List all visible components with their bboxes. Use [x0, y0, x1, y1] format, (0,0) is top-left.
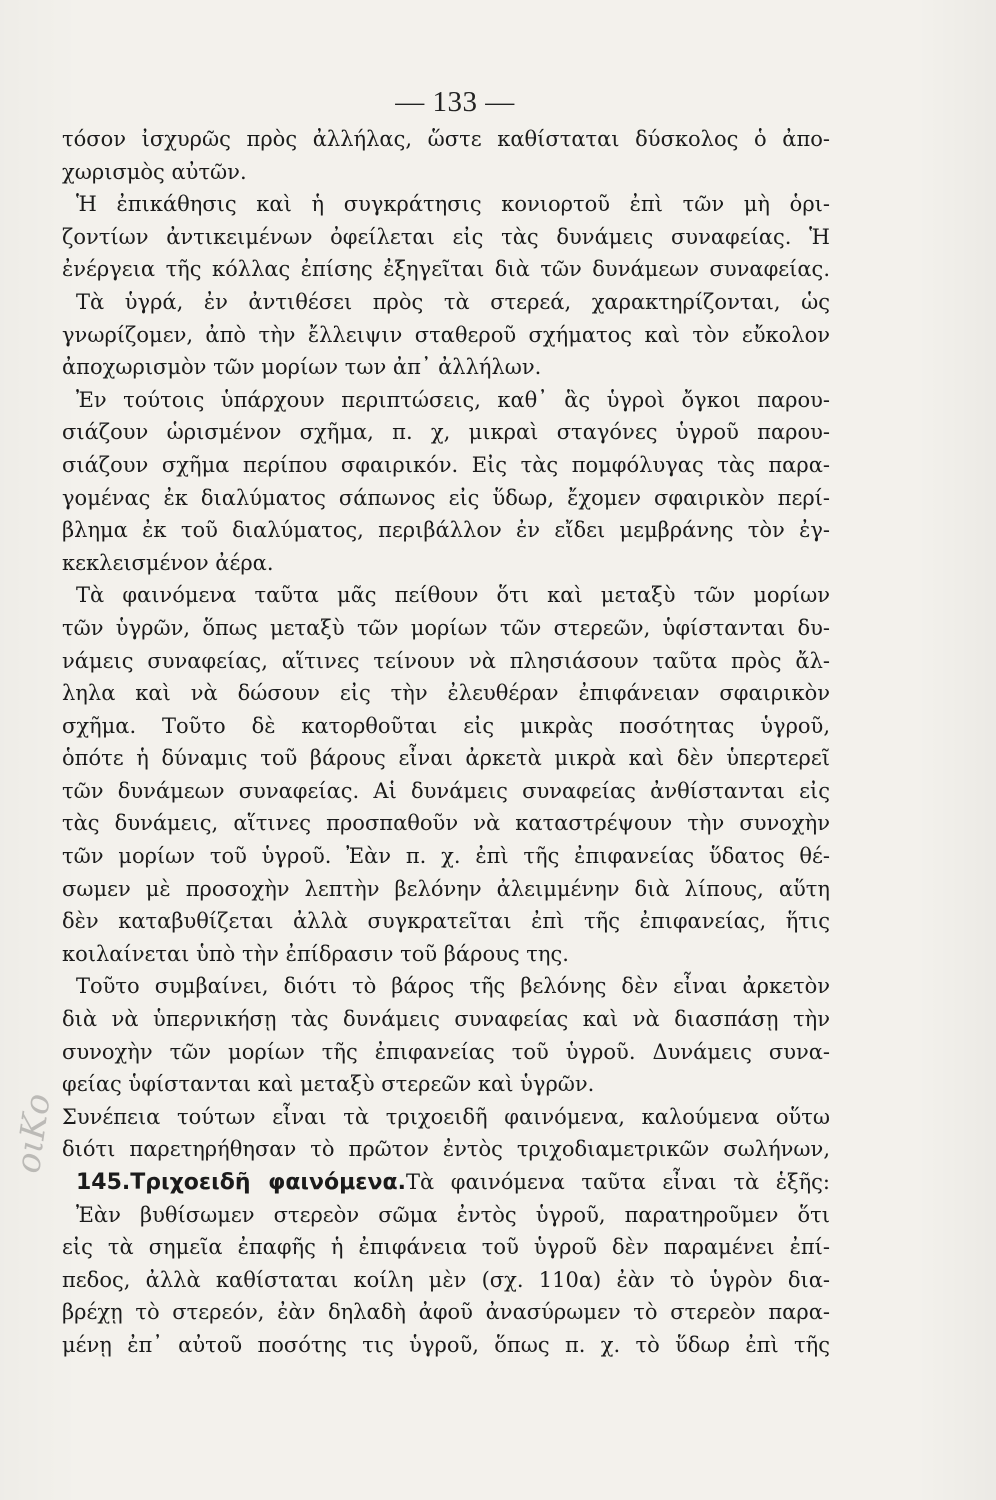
- text-line: Ἡ ἐπικάθησις καὶ ἡ συγκράτησις κονιορτοῦ ἐπὶ τῶν μὴ ὁρι-: [76, 192, 830, 217]
- text-line: συνοχὴν τῶν μορίων τῆς ἐπιφανείας τοῦ ὑγροῦ. Δυνάμεις συνα-: [62, 1039, 830, 1064]
- text-line: ἐνέργεια τῆς κόλλας ἐπίσης ἐξηγεῖται διὰ τῶν δυνάμεων συναφείας.: [62, 257, 830, 282]
- text-line: ληλα καὶ νὰ δώσουν εἰς τὴν ἐλευθέραν ἐπιφάνειαν σφαιρικὸν: [62, 681, 830, 706]
- page-number: — 133 —: [395, 86, 515, 118]
- body-text: [62, 123, 830, 1362]
- text-line: σχῆμα. Τοῦτο δὲ κατορθοῦται εἰς μικρὰς ποσότητας ὑγροῦ,: [62, 713, 830, 738]
- text-line: σιάζουν ὡρισμένον σχῆμα, π. χ, μικραὶ σταγόνες ὑγροῦ παρου-: [62, 420, 830, 445]
- text-line: γομένας ἐκ διαλύματος σάπωνος εἰς ὕδωρ, ἔχομεν σφαιρικὸν περί-: [62, 485, 830, 510]
- text-line: φείας ὑφίστανται καὶ μεταξὺ στερεῶν καὶ ὑγρῶν.: [62, 1072, 595, 1097]
- section-heading: 145.Τριχοειδῆ φαινόμενα.: [76, 1170, 406, 1195]
- text-line: Ἐὰν βυθίσωμεν στερεὸν σῶμα ἐντὸς ὑγροῦ, παρατηροῦμεν ὅτι: [76, 1202, 830, 1227]
- text-line: διὰ νὰ ὑπερνικήσῃ τὰς δυνάμεις συναφείας καὶ νὰ διασπάσῃ τὴν: [62, 1007, 830, 1032]
- text-line: ὁπότε ἡ δύναμις τοῦ βάρους εἶναι ἀρκετὰ μικρὰ καὶ δὲν ὑπερτερεῖ: [62, 746, 830, 771]
- text-line: κεκλεισμένον ἀέρα.: [62, 550, 274, 575]
- text-line: τὰς δυνάμεις, αἵτινες προσπαθοῦν νὰ καταστρέψουν τὴν συνοχὴν: [62, 811, 830, 836]
- text-line: πεδος, ἀλλὰ καθίσταται κοίλη μὲν (σχ. 110α) ἐὰν τὸ ὑγρὸν δια-: [62, 1267, 830, 1292]
- text-line: μένῃ ἐπ᾽ αὐτοῦ ποσότης τις ὑγροῦ, ὅπως π. χ. τὸ ὕδωρ ἐπὶ τῆς: [62, 1332, 830, 1357]
- text-line: τῶν δυνάμεων συναφείας. Αἱ δυνάμεις συναφείας ἀνθίστανται εἰς: [62, 778, 830, 803]
- section-heading-rest: Τὰ φαινόμενα ταῦτα εἶναι τὰ ἑξῆς:: [406, 1170, 830, 1194]
- text-line: τῶν ὑγρῶν, ὅπως μεταξὺ τῶν μορίων τῶν στερεῶν, ὑφίστανται δυ-: [62, 615, 830, 640]
- text-line: Ἐν τούτοις ὑπάρχουν περιπτώσεις, καθ᾽ ἃς ὑγροὶ ὄγκοι παρου-: [76, 387, 830, 412]
- section-heading-line: [62, 1166, 830, 1199]
- text-line: δὲν καταβυθίζεται ἀλλὰ συγκρατεῖται ἐπὶ τῆς ἐπιφανείας, ἥτις: [62, 909, 830, 934]
- text-line: Συνέπεια τούτων εἶναι τὰ τριχοειδῆ φαινόμενα, καλούμενα οὕτω: [62, 1104, 830, 1129]
- text-line: κοιλαίνεται ὑπὸ τὴν ἐπίδρασιν τοῦ βάρους της.: [62, 941, 569, 966]
- text-line: σιάζουν σχῆμα περίπου σφαιρικόν. Εἰς τὰς πομφόλυγας τὰς παρα-: [62, 452, 830, 477]
- text-line: Τὰ φαινόμενα ταῦτα μᾶς πείθουν ὅτι καὶ μεταξὺ τῶν μορίων: [76, 583, 830, 608]
- text-line: βλημα ἐκ τοῦ διαλύματος, περιβάλλον ἐν εἴδει μεμβράνης τὸν ἐγ-: [62, 518, 830, 543]
- text-line: ζοντίων ἀντικειμένων ὀφείλεται εἰς τὰς δυνάμεις συναφείας. Ἡ: [62, 224, 830, 249]
- text-line: Τοῦτο συμβαίνει, διότι τὸ βάρος τῆς βελόνης δὲν εἶναι ἀρκετὸν: [76, 974, 830, 999]
- text-line: γνωρίζομεν, ἀπὸ τὴν ἔλλειψιν σταθεροῦ σχήματος καὶ τὸν εὔκολον: [62, 322, 830, 347]
- text-line: νάμεις συναφείας, αἵτινες τείνουν νὰ πλησιάσουν ταῦτα πρὸς ἄλ-: [62, 648, 830, 673]
- text-line: Τὰ ὑγρά, ἐν ἀντιθέσει πρὸς τὰ στερεά, χαρακτηρίζονται, ὡς: [76, 289, 830, 314]
- text-line: εἰς τὰ σημεῖα ἐπαφῆς ἡ ἐπιφάνεια τοῦ ὑγροῦ δὲν παραμένει ἐπί-: [62, 1235, 830, 1260]
- text-line: βρέχῃ τὸ στερεόν, ἐὰν δηλαδὴ ἀφοῦ ἀνασύρωμεν τὸ στερεὸν παρα-: [62, 1300, 830, 1325]
- text-line: χωρισμὸς αὐτῶν.: [62, 159, 247, 184]
- text-line: τόσον ἰσχυρῶς πρὸς ἀλλήλας, ὥστε καθίσταται δύσκολος ὁ ἀπο-: [62, 127, 830, 151]
- text-line: σωμεν μὲ προσοχὴν λεπτὴν βελόνην ἀλειμμένην διὰ λίπους, αὕτη: [62, 876, 830, 901]
- text-line: τῶν μορίων τοῦ ὑγροῦ. Ἐὰν π. χ. ἐπὶ τῆς ἐπιφανείας ὕδατος θέ-: [62, 844, 830, 869]
- text-line: διότι παρετηρήθησαν τὸ πρῶτον ἐντὸς τριχοδιαμετρικῶν σωλήνων,: [62, 1137, 830, 1162]
- handwritten-margin-note: οιΚο: [8, 1091, 59, 1176]
- text-line: ἀποχωρισμὸν τῶν μορίων των ἀπ᾽ ἀλλήλων.: [62, 355, 542, 380]
